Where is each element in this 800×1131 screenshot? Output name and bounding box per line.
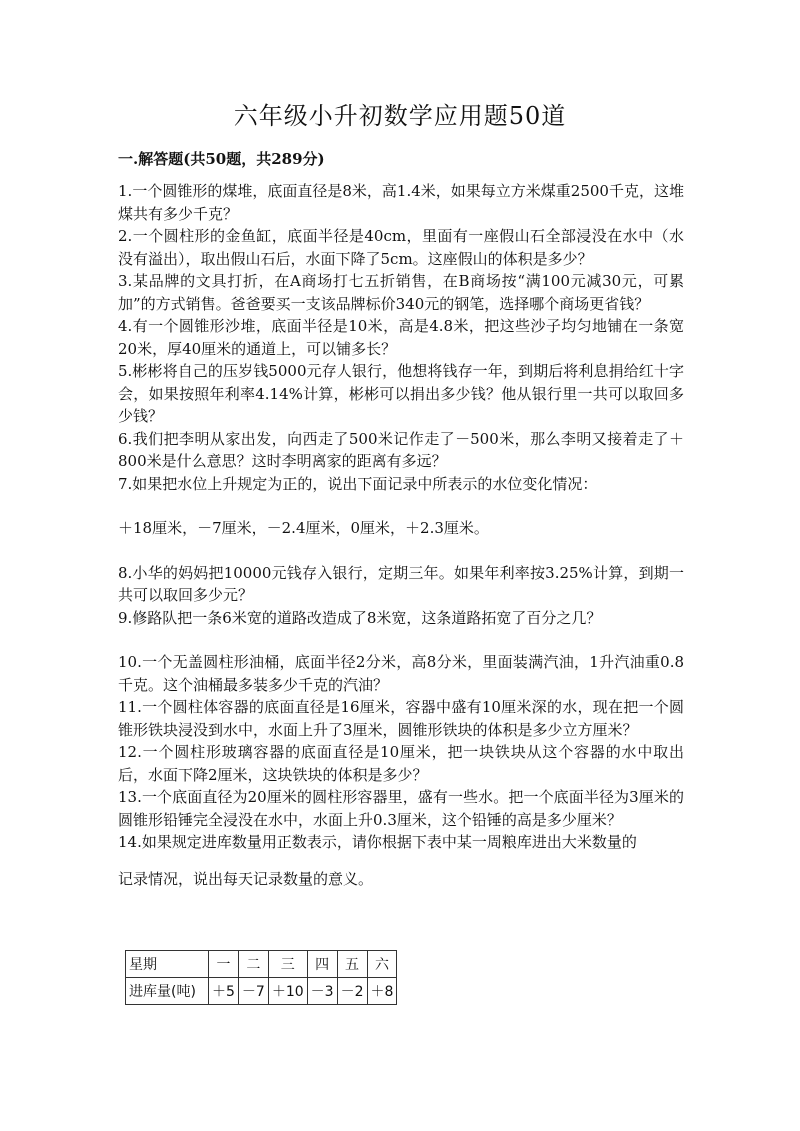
table-cell: ＋5	[209, 978, 239, 1005]
table-cell: 进库量(吨)	[126, 978, 209, 1005]
table-cell: －2	[337, 978, 367, 1005]
question-9: 9.修路队把一条6米宽的道路改造成了8米宽，这条道路拓宽了百分之几？	[118, 608, 602, 627]
table-cell: 一	[209, 951, 239, 978]
grain-stock-table	[125, 950, 397, 1005]
question-7: 7.如果把水位上升规定为正的，说出下面记录中所表示的水位变化情况：	[118, 474, 598, 493]
question-2: 2.一个圆柱形的金鱼缸，底面半径是40cm，里面有一座假山石全部浸没在水中（水没有溢出），取出假山石后，水面下降了5cm。这座假山的体积是多少？	[118, 227, 684, 268]
question-7-values: ＋18厘米，－7厘米，－2.4厘米，0厘米，＋2.3厘米。	[118, 519, 489, 537]
question-11: 11.一个圆柱体容器的底面直径是16厘米，容器中盛有10厘米深的水，现在把一个圆锥形铁块浸没到水中，水面上升了3厘米，圆锥形铁块的体积是多少立方厘米？	[118, 698, 684, 739]
question-13: 13.一个底面直径为20厘米的圆柱形容器里，盛有一些水。把一个底面半径为3厘米的圆锥形铅锤完全浸没在水中，水面上升0.3厘米，这个铅锤的高是多少厘米？	[118, 788, 684, 829]
question-8: 8.小华的妈妈把10000元钱存入银行，定期三年。如果年利率按3.25%计算，到期一共可以取回多少元？	[118, 563, 684, 604]
question-14-continued: 记录情况，说出每天记录数量的意义。	[118, 869, 374, 888]
question-1: 1.一个圆锥形的煤堆，底面直径是8米，高1.4米，如果每立方米煤重2500千克，这堆煤共有多少千克？	[118, 182, 684, 223]
section-heading: 一.解答题(共50题，共289分)	[118, 150, 325, 168]
question-10: 10.一个无盖圆柱形油桶，底面半径2分米，高8分米，里面装满汽油，1升汽油重0.8千克。这个油桶最多装多少千克的汽油？	[118, 653, 684, 694]
table-cell: 四	[307, 951, 337, 978]
question-5: 5.彬彬将自己的压岁钱5000元存人银行，他想将钱存一年，到期后将利息捐给红十字会，如果按照年利率4.14%计算，彬彬可以捐出多少钱？他从银行里一共可以取回多少钱？	[118, 362, 684, 425]
table-cell: ＋8	[367, 978, 397, 1005]
question-3: 3.某品牌的文具打折，在A商场打七五折销售，在B商场按“满100元减30元，可累加”的方式销售。爸爸要买一支该品牌标价340元的钢笔，选择哪个商场更省钱？	[118, 272, 684, 313]
table-cell: 星期	[126, 951, 209, 978]
page-title: 六年级小升初数学应用题50道	[233, 102, 567, 130]
table-row-stock-amount	[126, 978, 397, 1005]
table-cell: －3	[307, 978, 337, 1005]
table-row-weekday	[126, 951, 397, 978]
table-cell: 五	[337, 951, 367, 978]
question-6: 6.我们把李明从家出发，向西走了500米记作走了－500米，那么李明又接着走了＋800米是什么意思？这时李明离家的距离有多远？	[118, 429, 684, 470]
table-cell: 二	[238, 951, 268, 978]
table-cell: 三	[268, 951, 307, 978]
question-14: 14.如果规定进库数量用正数表示，请你根据下表中某一周粮库进出大米数量的	[118, 833, 637, 851]
table-cell: －7	[238, 978, 268, 1005]
question-4: 4.有一个圆锥形沙堆，底面半径是10米，高是4.8米，把这些沙子均匀地铺在一条宽20米，厚40厘米的通道上，可以铺多长？	[118, 317, 684, 358]
question-12: 12.一个圆柱形玻璃容器的底面直径是10厘米，把一块铁块从这个容器的水中取出后，水面下降2厘米，这块铁块的体积是多少？	[118, 743, 684, 784]
question-list	[118, 180, 684, 890]
table-cell: ＋10	[268, 978, 307, 1005]
table-cell: 六	[367, 951, 397, 978]
